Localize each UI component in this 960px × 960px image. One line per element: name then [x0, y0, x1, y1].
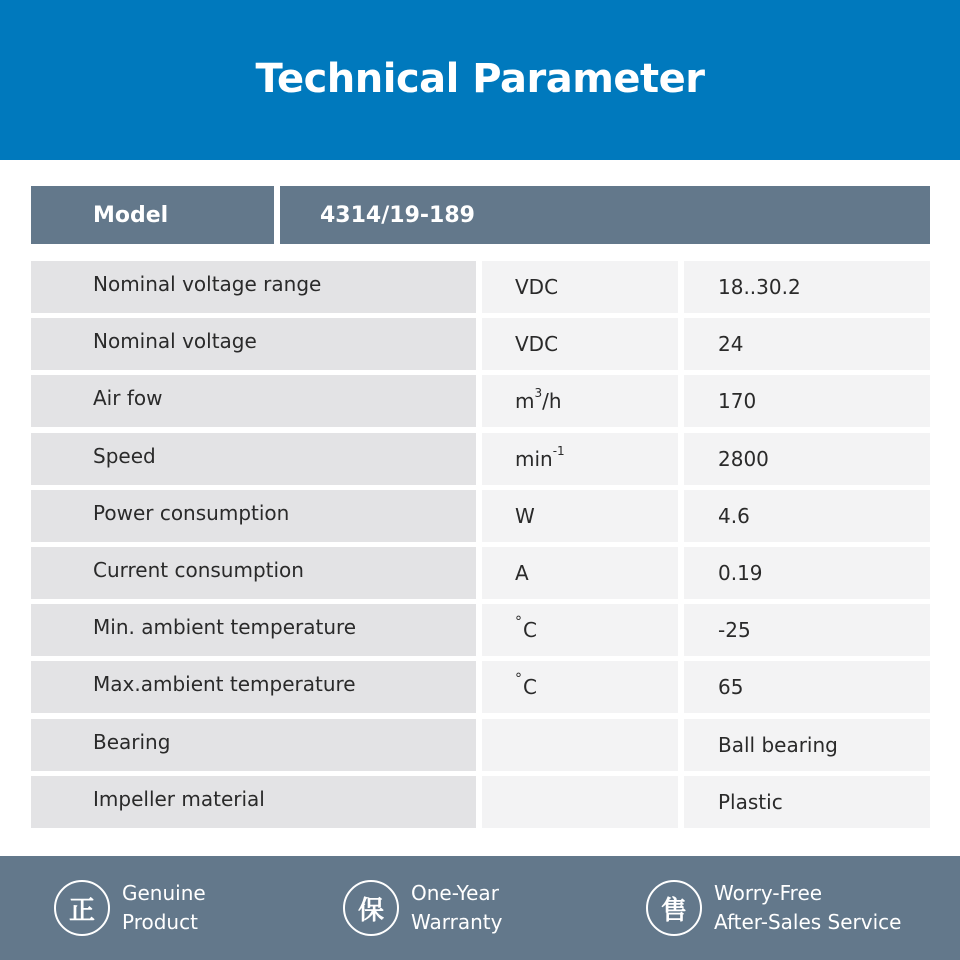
- param-value: 18..30.2: [684, 261, 930, 313]
- spec-row: [31, 604, 930, 661]
- unit-base: min: [515, 446, 553, 471]
- spec-row: [31, 547, 930, 604]
- badge-genuine-product: [54, 856, 206, 960]
- param-value: 0.19: [684, 547, 930, 599]
- param-unit: [482, 375, 678, 427]
- spec-row: [31, 318, 930, 375]
- param-unit: VDC: [482, 318, 678, 370]
- badge-text: [411, 879, 502, 937]
- service-seal-icon: 售: [646, 880, 702, 936]
- param-unit: VDC: [482, 261, 678, 313]
- unit-superscript: 3: [534, 386, 543, 401]
- service-footer: [0, 856, 960, 960]
- page-header: [0, 0, 960, 160]
- param-value: 2800: [684, 433, 930, 485]
- spec-row: [31, 433, 930, 490]
- param-value: 65: [684, 661, 930, 713]
- warranty-seal-icon: 保: [343, 880, 399, 936]
- param-name: Max.ambient temperature: [31, 661, 476, 713]
- badge-warranty: [343, 856, 502, 960]
- degree-sign: °: [515, 614, 522, 631]
- badge-text: [714, 879, 901, 937]
- param-name: Air fow: [31, 375, 476, 427]
- spec-row: [31, 261, 930, 318]
- unit-base: C: [523, 618, 537, 643]
- param-name: Speed: [31, 433, 476, 485]
- spec-row: [31, 661, 930, 718]
- spec-row: [31, 490, 930, 547]
- param-name: Nominal voltage range: [31, 261, 476, 313]
- param-unit: [482, 661, 678, 713]
- param-name: Impeller material: [31, 776, 476, 828]
- unit-base: C: [523, 675, 537, 700]
- param-name: Current consumption: [31, 547, 476, 599]
- param-unit: [482, 719, 678, 771]
- spec-table: [31, 261, 930, 833]
- degree-sign: °: [515, 671, 522, 688]
- page-title: Technical Parameter: [255, 56, 705, 102]
- badge-line: Product: [122, 910, 198, 934]
- param-unit: [482, 776, 678, 828]
- param-value: 24: [684, 318, 930, 370]
- param-value: Plastic: [684, 776, 930, 828]
- param-unit: A: [482, 547, 678, 599]
- param-name: Power consumption: [31, 490, 476, 542]
- badge-line: Worry-Free: [714, 881, 823, 905]
- unit-superscript: -1: [552, 443, 565, 458]
- genuine-seal-icon: 正: [54, 880, 110, 936]
- badge-after-sales: [646, 856, 901, 960]
- model-number: 4314/19-189: [280, 186, 930, 244]
- model-bar: [31, 186, 930, 244]
- badge-line: After-Sales Service: [714, 910, 902, 934]
- param-value: -25: [684, 604, 930, 656]
- badge-line: Warranty: [411, 910, 503, 934]
- spec-row: [31, 776, 930, 833]
- param-unit: [482, 604, 678, 656]
- badge-text: [122, 879, 206, 937]
- param-value: 170: [684, 375, 930, 427]
- param-unit: [482, 433, 678, 485]
- param-unit: W: [482, 490, 678, 542]
- spec-row: [31, 375, 930, 432]
- param-name: Min. ambient temperature: [31, 604, 476, 656]
- param-value: Ball bearing: [684, 719, 930, 771]
- param-name: Bearing: [31, 719, 476, 771]
- spec-row: [31, 719, 930, 776]
- badge-line: One-Year: [411, 881, 499, 905]
- model-label: Model: [31, 186, 274, 244]
- param-value: 4.6: [684, 490, 930, 542]
- unit-base: m: [515, 389, 535, 414]
- unit-suffix: /h: [542, 389, 562, 414]
- badge-line: Genuine: [122, 881, 206, 905]
- param-name: Nominal voltage: [31, 318, 476, 370]
